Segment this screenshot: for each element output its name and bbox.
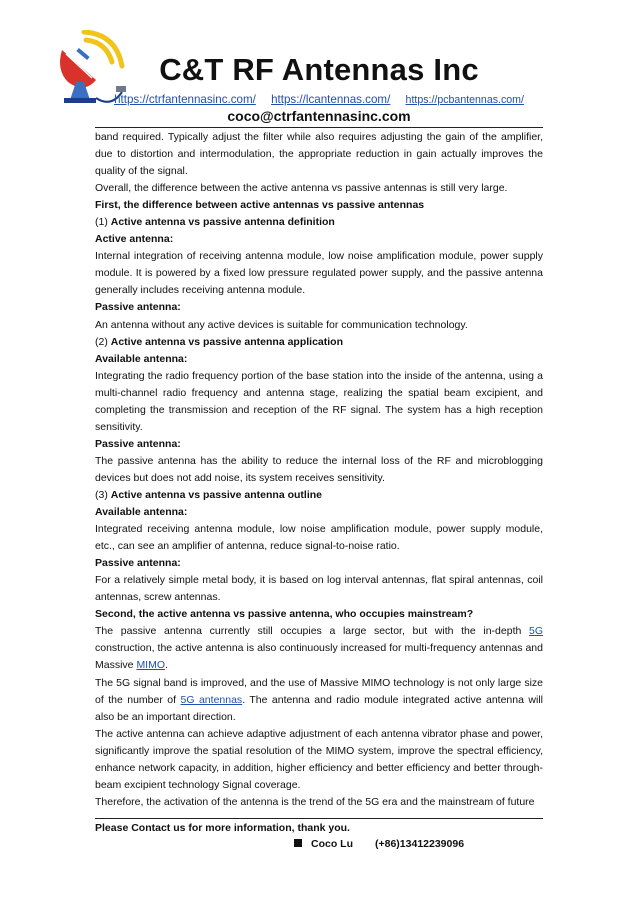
company-name: C&T RF Antennas Inc — [159, 52, 479, 87]
label: Active antenna: — [95, 233, 174, 246]
footer-contact-line — [294, 838, 464, 850]
paragraph: Integrating the radio frequency portion of the base station into the inside of the antenna, using a multi-channel radio frequency and antenna stage, realizing the spatial beam excipient, and completing the transmission and reception of the RF signal. The system has a high reception sensitivity. — [95, 369, 543, 433]
label: Available antenna: — [95, 506, 188, 519]
paragraph: Therefore, the activation of the antenna is the trend of the 5G era and the mainstream of future — [95, 795, 535, 808]
paragraph: Integrated receiving antenna module, low noise amplification module, power supply module, etc., can see an amplifier of antenna, reduce signal-to-noise ratio. — [95, 523, 543, 553]
document-body — [95, 129, 543, 811]
paragraph: An antenna without any active devices is suitable for communication technology. — [95, 318, 468, 331]
paragraph: The passive antenna currently still occupies a large sector, but with the in-depth 5G construction, the active antenna is also continuously increased for multi-frequency antennas and Massive MIMO. — [95, 625, 543, 672]
link-pcbantennas[interactable]: https://pcbantennas.com/ — [405, 94, 524, 106]
section-heading: Second, the active antenna vs passive antenna, who occupies mainstream? — [95, 608, 474, 621]
paragraph: For a relatively simple metal body, it is based on log interval antennas, flat spiral antennas, coil antennas, screw antennas. — [95, 574, 543, 604]
header-divider — [95, 127, 543, 128]
label: Available antenna: — [95, 352, 188, 365]
header-links — [0, 93, 638, 106]
link-5g-antennas[interactable]: 5G antennas — [180, 693, 243, 706]
label: Passive antenna: — [95, 557, 181, 570]
link-mimo[interactable]: MIMO — [136, 659, 166, 672]
contact-name: Coco Lu — [311, 838, 353, 850]
bullet-square-icon — [294, 839, 302, 847]
label: Passive antenna: — [95, 437, 181, 450]
link-ctrfantennasinc[interactable]: https://ctrfantennasinc.com/ — [114, 93, 256, 106]
paragraph: Overall, the difference between the active antenna vs passive antennas is still very large. — [95, 182, 508, 195]
paragraph: The 5G signal band is improved, and the use of Massive MIMO technology is not only large size of the number of 5G antennas. The antenna and radio module integrated active antenna will also be an important direction. — [95, 676, 543, 723]
subsection-heading: (1) Active antenna vs passive antenna definition — [95, 216, 335, 229]
section-heading: First, the difference between active antennas vs passive antennas — [95, 199, 425, 212]
footer-contact-text: Please Contact us for more information, thank you. — [95, 822, 350, 834]
paragraph: The active antenna can achieve adaptive adjustment of each antenna vibrator phase and power, significantly improve the spatial resolution of the MIMO system, improve the spectral efficiency, enhance network capacity, in addition, higher efficiency and better efficiency and better through-beam excipient technology Signal coverage. — [95, 727, 543, 791]
subsection-heading: (3) Active antenna vs passive antenna outline — [95, 488, 322, 501]
paragraph: The passive antenna has the ability to reduce the internal loss of the RF and microblogging devices but does not add noise, its system receives sensitivity. — [95, 454, 543, 484]
paragraph: band required. Typically adjust the filter while also requires adjusting the gain of the amplifier, due to distortion and intermodulation, the appropriate reduction in gain actually improves the quality of the signal. — [95, 131, 543, 178]
label: Passive antenna: — [95, 301, 181, 314]
link-lcantennas[interactable]: https://lcantennas.com/ — [271, 93, 391, 106]
subsection-heading: (2) Active antenna vs passive antenna application — [95, 335, 343, 348]
paragraph: Internal integration of receiving antenna module, low noise amplification module, power supply module. It is powered by a fixed low pressure regulated power supply, and the passive antenna generally includes receiving antenna module. — [95, 250, 543, 297]
contact-email: coco@ctrfantennasinc.com — [227, 108, 411, 124]
contact-phone: (+86)13412239096 — [375, 838, 465, 850]
footer-divider — [95, 818, 543, 819]
link-5g[interactable]: 5G — [528, 625, 543, 638]
